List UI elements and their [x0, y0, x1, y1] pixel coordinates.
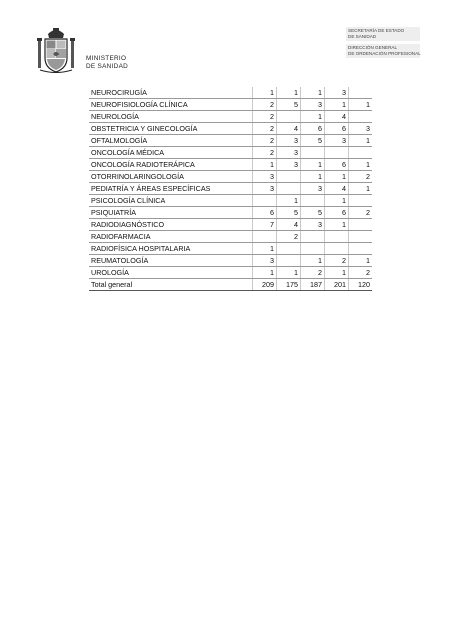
value-cell: 1: [301, 159, 325, 171]
value-cell: 2: [253, 99, 277, 111]
directorate-line-2: DE ORDENACIÓN PROFESIONAL: [348, 50, 421, 56]
coat-of-arms-logo: [36, 26, 76, 76]
value-cell: 2: [253, 147, 277, 159]
table-row: [89, 171, 372, 183]
row-label: OBSTETRICIA Y GINECOLOGÍA: [89, 123, 253, 135]
row-label: RADIOFARMACIA: [89, 231, 253, 243]
ministry-line-2: DE SANIDAD: [86, 63, 129, 70]
value-cell: 2: [301, 267, 325, 279]
value-cell: [349, 111, 373, 123]
table-row: [89, 183, 372, 195]
table-row: [89, 99, 372, 111]
row-label: PSIQUIATRÍA: [89, 207, 253, 219]
value-cell: [277, 255, 301, 267]
value-cell: 6: [253, 207, 277, 219]
value-cell: 1: [325, 171, 349, 183]
secretariat-box: [346, 27, 420, 41]
value-cell: 3: [301, 219, 325, 231]
value-cell: 2: [277, 231, 301, 243]
table-row: [89, 87, 372, 99]
value-cell: 3: [253, 171, 277, 183]
value-cell: [325, 147, 349, 159]
row-label: PEDIATRÍA Y ÁREAS ESPECÍFICAS: [89, 183, 253, 195]
value-cell: 3: [349, 123, 373, 135]
value-cell: 1: [325, 99, 349, 111]
value-cell: 3: [277, 135, 301, 147]
value-cell: [277, 171, 301, 183]
row-label: NEUROFISIOLOGÍA CLÍNICA: [89, 99, 253, 111]
value-cell: 1: [301, 255, 325, 267]
value-cell: 1: [325, 219, 349, 231]
value-cell: 1: [301, 171, 325, 183]
value-cell: 1: [349, 135, 373, 147]
value-cell: 2: [349, 207, 373, 219]
table-row: [89, 267, 372, 279]
value-cell: [349, 147, 373, 159]
value-cell: [349, 243, 373, 255]
value-cell: 3: [325, 87, 349, 99]
table-row: [89, 195, 372, 207]
value-cell: 6: [301, 123, 325, 135]
value-cell: 209: [253, 279, 277, 291]
row-label: RADIODIAGNÓSTICO: [89, 219, 253, 231]
table-row: [89, 147, 372, 159]
value-cell: 2: [349, 267, 373, 279]
value-cell: 4: [277, 219, 301, 231]
value-cell: [277, 183, 301, 195]
value-cell: [325, 243, 349, 255]
row-label: ONCOLOGÍA MÉDICA: [89, 147, 253, 159]
value-cell: 1: [325, 267, 349, 279]
table-row: [89, 135, 372, 147]
value-cell: [349, 87, 373, 99]
row-label: ONCOLOGÍA RADIOTERÁPICA: [89, 159, 253, 171]
value-cell: 1: [277, 195, 301, 207]
value-cell: 1: [277, 267, 301, 279]
value-cell: 1: [253, 87, 277, 99]
value-cell: [253, 231, 277, 243]
value-cell: 201: [325, 279, 349, 291]
value-cell: 4: [325, 111, 349, 123]
value-cell: 1: [253, 243, 277, 255]
secretariat-line-1: SECRETARÍA DE ESTADO: [348, 28, 405, 33]
row-label: OFTALMOLOGÍA: [89, 135, 253, 147]
ministry-name: [86, 55, 128, 71]
value-cell: 2: [325, 255, 349, 267]
value-cell: 1: [349, 183, 373, 195]
row-label: RADIOFÍSICA HOSPITALARIA: [89, 243, 253, 255]
value-cell: 6: [325, 159, 349, 171]
ministry-line-1: MINISTERIO: [86, 55, 127, 62]
row-label: NEUROLOGÍA: [89, 111, 253, 123]
value-cell: 2: [253, 111, 277, 123]
value-cell: 5: [277, 99, 301, 111]
table-row: [89, 231, 372, 243]
table-body: [89, 87, 372, 291]
value-cell: [301, 231, 325, 243]
value-cell: 1: [349, 159, 373, 171]
table-row: [89, 123, 372, 135]
value-cell: 1: [349, 99, 373, 111]
value-cell: [277, 243, 301, 255]
table-row: [89, 111, 372, 123]
value-cell: 5: [301, 135, 325, 147]
value-cell: [301, 195, 325, 207]
value-cell: 2: [349, 171, 373, 183]
value-cell: 7: [253, 219, 277, 231]
value-cell: 6: [325, 123, 349, 135]
value-cell: 1: [301, 111, 325, 123]
specialties-table: [89, 87, 372, 291]
row-label: REUMATOLOGÍA: [89, 255, 253, 267]
value-cell: 1: [253, 267, 277, 279]
value-cell: [301, 243, 325, 255]
value-cell: 2: [253, 123, 277, 135]
directorate-box: [346, 44, 420, 58]
value-cell: 1: [349, 255, 373, 267]
directorate-line-1: DIRECCIÓN GENERAL: [348, 45, 398, 50]
value-cell: 3: [253, 183, 277, 195]
row-label: PSICOLOGÍA CLÍNICA: [89, 195, 253, 207]
value-cell: 3: [277, 159, 301, 171]
total-row: [89, 279, 372, 291]
table-row: [89, 159, 372, 171]
value-cell: 3: [301, 99, 325, 111]
value-cell: [253, 195, 277, 207]
value-cell: 120: [349, 279, 373, 291]
table-row: [89, 219, 372, 231]
table-row: [89, 255, 372, 267]
value-cell: [325, 231, 349, 243]
value-cell: 1: [253, 159, 277, 171]
value-cell: 1: [277, 87, 301, 99]
value-cell: 6: [325, 207, 349, 219]
value-cell: 2: [253, 135, 277, 147]
row-label: UROLOGÍA: [89, 267, 253, 279]
value-cell: [349, 219, 373, 231]
value-cell: [301, 147, 325, 159]
value-cell: 4: [325, 183, 349, 195]
table-row: [89, 243, 372, 255]
table-row: [89, 207, 372, 219]
value-cell: 4: [277, 123, 301, 135]
value-cell: [349, 195, 373, 207]
row-label: Total general: [89, 279, 253, 291]
value-cell: 3: [301, 183, 325, 195]
value-cell: 3: [253, 255, 277, 267]
secretariat-line-2: DE SANIDAD: [348, 33, 377, 39]
row-label: OTORRINOLARINGOLOGÍA: [89, 171, 253, 183]
value-cell: 5: [277, 207, 301, 219]
row-label: NEUROCIRUGÍA: [89, 87, 253, 99]
value-cell: [277, 111, 301, 123]
value-cell: 1: [325, 195, 349, 207]
value-cell: 175: [277, 279, 301, 291]
value-cell: 187: [301, 279, 325, 291]
value-cell: 3: [277, 147, 301, 159]
value-cell: 1: [301, 87, 325, 99]
value-cell: 3: [325, 135, 349, 147]
value-cell: [349, 231, 373, 243]
value-cell: 5: [301, 207, 325, 219]
